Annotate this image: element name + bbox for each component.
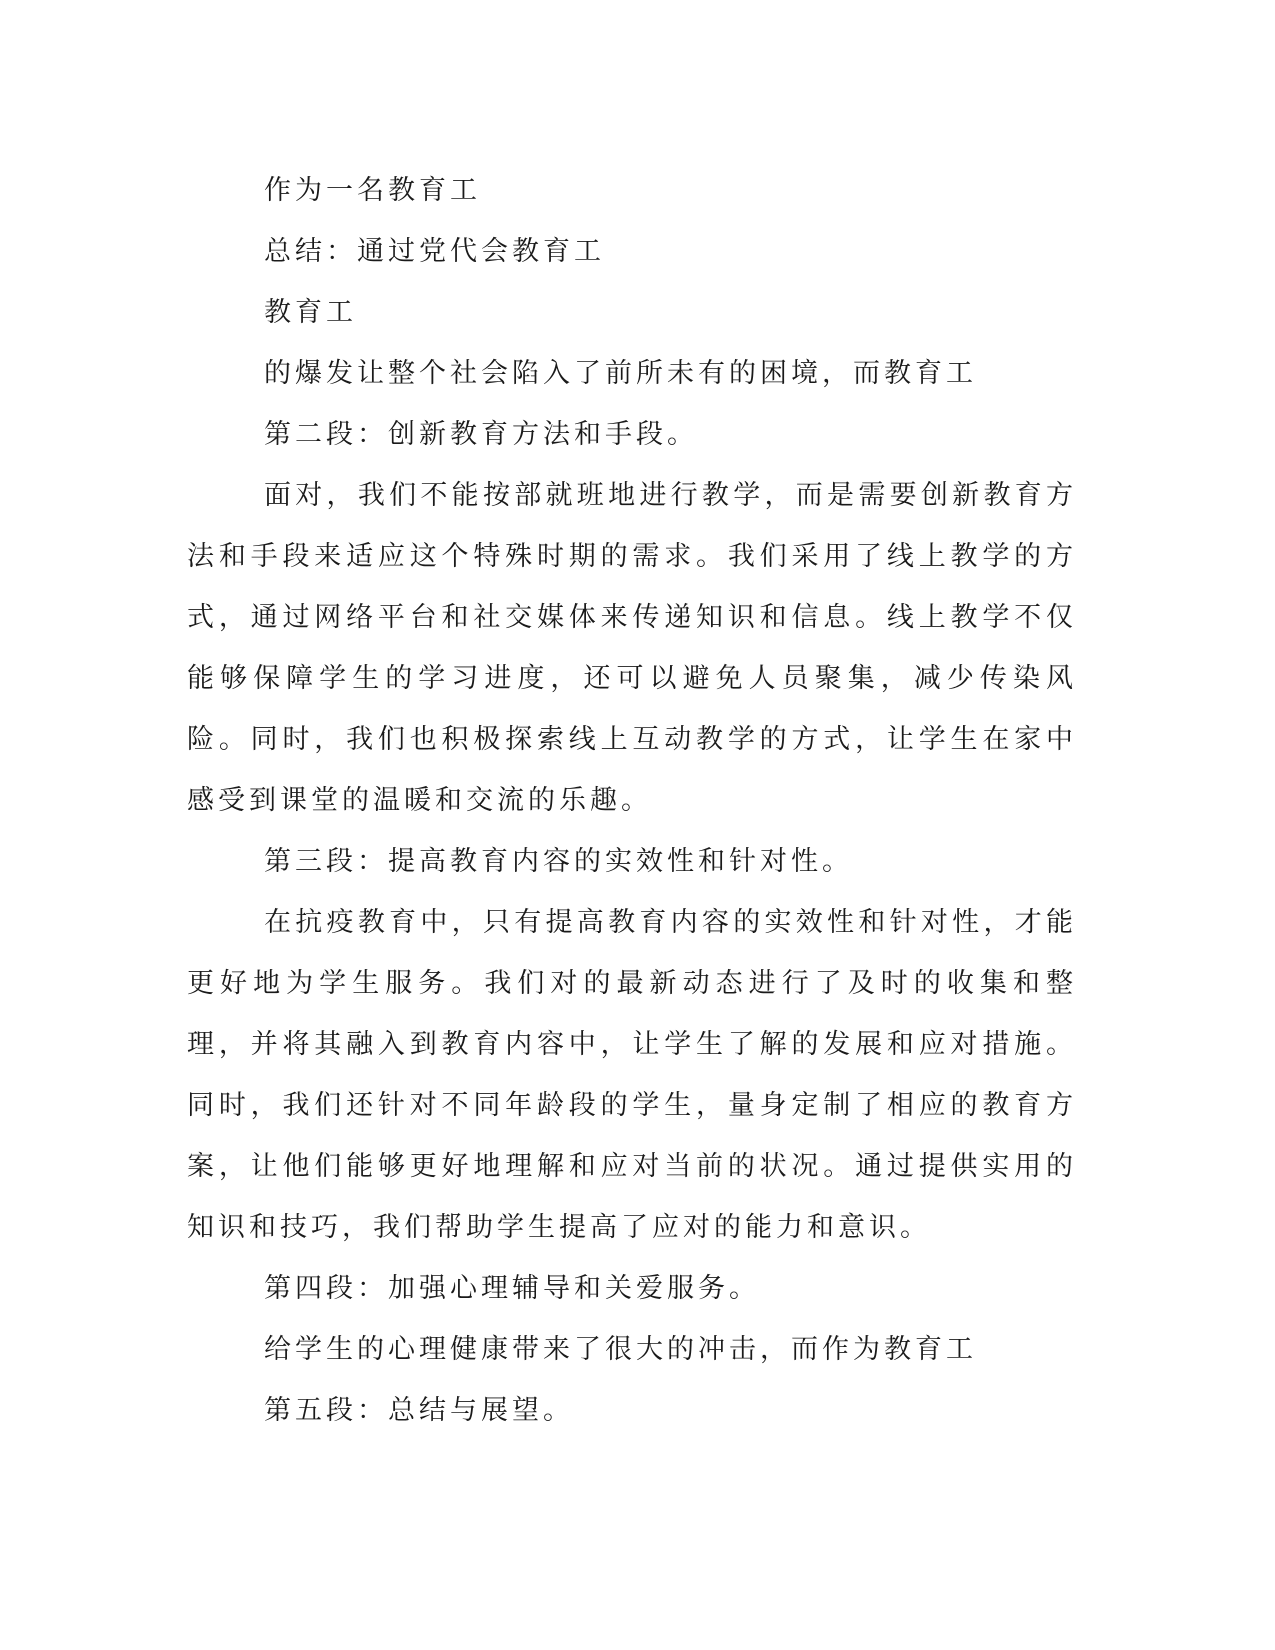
paragraph-section-3-body: 在抗疫教育中，只有提高教育内容的实效性和针对性，才能更好地为学生服务。我们对的最新动态进行了及时的收集和整理，并将其融入到教育内容中，让学生了解的发展和应对措施。同时，我们还针对不同年龄段的学生，量身定制了相应的教育方案，让他们能够更好地理解和应对当前的状况。通过提供实用的知识和技巧，我们帮助学生提高了应对的能力和意识。	[187, 907, 1077, 1243]
section-heading-5: 第五段：总结与展望。	[264, 1395, 574, 1426]
document-body	[187, 160, 1077, 1441]
paragraph-summary-line: 总结：通过党代会教育工	[264, 236, 605, 267]
paragraph-intro-1: 作为一名教育工	[264, 175, 481, 206]
paragraph-section-4-body: 给学生的心理健康带来了很大的冲击，而作为教育工	[264, 1334, 977, 1365]
section-heading-2: 第二段：创新教育方法和手段。	[264, 419, 698, 450]
section-heading-3: 第三段：提高教育内容的实效性和针对性。	[264, 846, 853, 877]
paragraph-intro-2: 教育工	[264, 297, 357, 328]
section-heading-4: 第四段：加强心理辅导和关爱服务。	[264, 1273, 760, 1304]
paragraph-outbreak: 的爆发让整个社会陷入了前所未有的困境，而教育工	[264, 358, 977, 389]
paragraph-section-2-body: 面对，我们不能按部就班地进行教学，而是需要创新教育方法和手段来适应这个特殊时期的需求。我们采用了线上教学的方式，通过网络平台和社交媒体来传递知识和信息。线上教学不仅能够保障学生的学习进度，还可以避免人员聚集，减少传染风险。同时，我们也积极探索线上互动教学的方式，让学生在家中感受到课堂的温暖和交流的乐趣。	[187, 480, 1077, 816]
